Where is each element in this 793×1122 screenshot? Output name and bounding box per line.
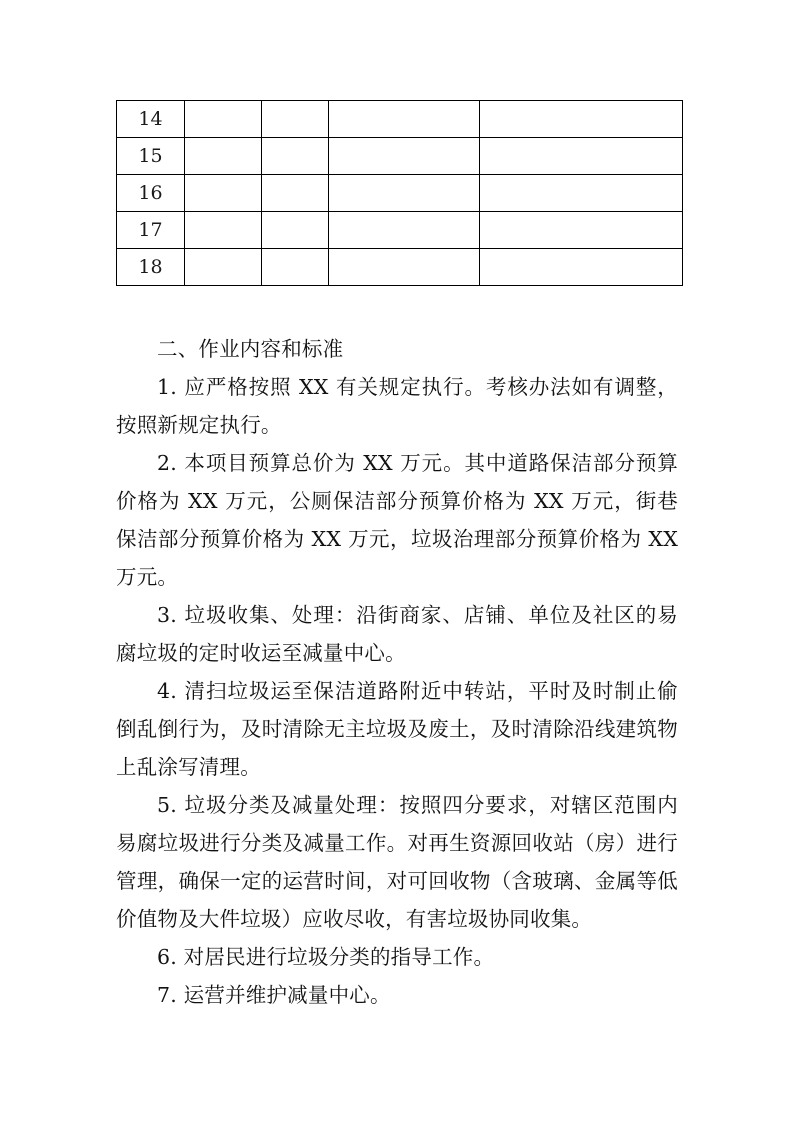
table-cell-col4 bbox=[329, 138, 480, 175]
table-cell-col5 bbox=[480, 175, 683, 212]
table-cell-index: 16 bbox=[117, 175, 185, 212]
table-cell-col4 bbox=[329, 101, 480, 138]
content-item-3: 3. 垃圾收集、处理：沿街商家、店铺、单位及社区的易腐垃圾的定时收运至减量中心。 bbox=[116, 603, 678, 665]
table-cell-col2 bbox=[185, 101, 262, 138]
table-cell-col3 bbox=[262, 101, 329, 138]
content-item-1: 1. 应严格按照 XX 有关规定执行。考核办法如有调整，按照新规定执行。 bbox=[116, 375, 678, 437]
table-cell-col4 bbox=[329, 212, 480, 249]
table-cell-col5 bbox=[480, 249, 683, 286]
table-row bbox=[117, 138, 683, 175]
content-item-2: 2. 本项目预算总价为 XX 万元。其中道路保洁部分预算价格为 XX 万元，公厕保洁部分预算价格为 XX 万元，街巷保洁部分预算价格为 XX 万元，垃圾治理部分预算价格为 XX 万元。 bbox=[116, 451, 678, 589]
table-cell-col3 bbox=[262, 249, 329, 286]
section-heading: 二、作业内容和标准 bbox=[157, 337, 344, 361]
table-cell-col5 bbox=[480, 212, 683, 249]
schedule-table bbox=[116, 100, 683, 286]
table-cell-index: 17 bbox=[117, 212, 185, 249]
table-cell-col5 bbox=[480, 138, 683, 175]
content-item-6: 6. 对居民进行垃圾分类的指导工作。 bbox=[157, 945, 495, 969]
table-cell-col2 bbox=[185, 249, 262, 286]
table-cell-col2 bbox=[185, 212, 262, 249]
table-cell-col2 bbox=[185, 175, 262, 212]
table-cell-col5 bbox=[480, 101, 683, 138]
table-cell-col4 bbox=[329, 175, 480, 212]
table-cell-col4 bbox=[329, 249, 480, 286]
table-cell-index: 18 bbox=[117, 249, 185, 286]
table-cell-index: 14 bbox=[117, 101, 185, 138]
table-row bbox=[117, 212, 683, 249]
table-row bbox=[117, 175, 683, 212]
table-cell-col2 bbox=[185, 138, 262, 175]
content-item-4: 4. 清扫垃圾运至保洁道路附近中转站，平时及时制止偷倒乱倒行为，及时清除无主垃圾及废土，及时清除沿线建筑物上乱涂写清理。 bbox=[116, 679, 678, 779]
table-cell-col3 bbox=[262, 212, 329, 249]
table-row bbox=[117, 101, 683, 138]
table-cell-col3 bbox=[262, 175, 329, 212]
table-cell-col3 bbox=[262, 138, 329, 175]
content-item-7: 7. 运营并维护减量中心。 bbox=[157, 983, 391, 1007]
content-item-5: 5. 垃圾分类及减量处理：按照四分要求，对辖区范围内易腐垃圾进行分类及减量工作。对再生资源回收站（房）进行管理，确保一定的运营时间，对可回收物（含玻璃、金属等低价值物及大件垃圾）应收尽收，有害垃圾协同收集。 bbox=[116, 793, 678, 931]
table-body bbox=[117, 101, 683, 286]
table-row bbox=[117, 249, 683, 286]
body-text-block bbox=[116, 330, 678, 1014]
table-cell-index: 15 bbox=[117, 138, 185, 175]
